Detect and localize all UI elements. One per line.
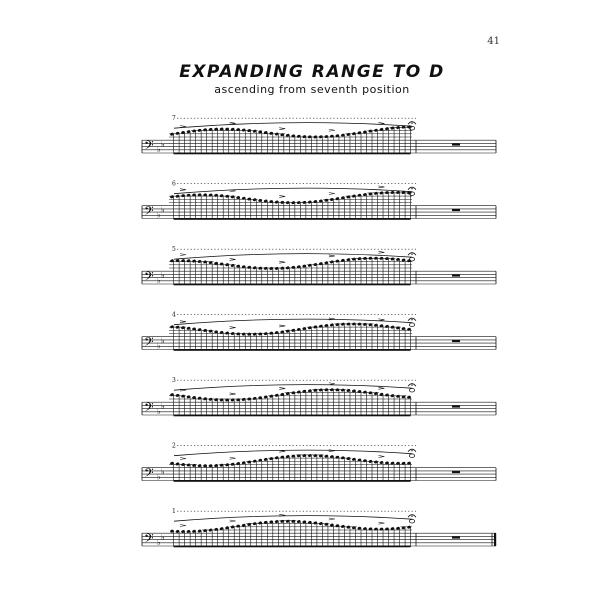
accent-mark xyxy=(329,129,335,131)
accent-mark xyxy=(279,387,285,389)
accent-mark xyxy=(378,186,384,188)
bass-clef-icon: 𝄢 xyxy=(144,334,154,353)
accent-mark xyxy=(230,393,236,395)
music-notation xyxy=(124,22,500,582)
music-page xyxy=(124,22,500,582)
exercise-number: 7 xyxy=(172,115,176,123)
slur-arc xyxy=(174,123,412,129)
exercise-number: 5 xyxy=(172,246,176,254)
bass-clef-icon: 𝄢 xyxy=(144,531,154,549)
fermata-dot xyxy=(411,254,412,255)
bass-clef-icon: 𝄢 xyxy=(144,138,154,156)
flat-sign-icon: ♭ xyxy=(161,402,165,411)
staff-system xyxy=(142,246,496,287)
page-title: EXPANDING RANGE TO D xyxy=(179,62,445,82)
note-beam xyxy=(174,480,411,482)
bass-clef-icon: 𝄢 xyxy=(144,203,154,222)
flat-sign-icon: ♭ xyxy=(157,472,161,482)
slur-arc xyxy=(174,385,412,391)
note-beam xyxy=(174,349,411,351)
staff-system xyxy=(142,443,496,484)
exercise-number: 2 xyxy=(172,442,176,450)
flat-sign-icon: ♭ xyxy=(157,341,161,351)
accent-mark xyxy=(329,383,335,385)
note-beam xyxy=(174,284,411,286)
exercise-number: 6 xyxy=(172,180,176,188)
accent-mark xyxy=(180,458,186,460)
accent-mark xyxy=(230,327,236,329)
flat-sign-icon: ♭ xyxy=(157,406,161,416)
whole-rest-icon xyxy=(452,143,460,145)
accent-mark xyxy=(279,128,285,130)
whole-rest-icon xyxy=(452,471,460,473)
accent-mark xyxy=(230,520,236,522)
note-beam xyxy=(174,546,411,548)
exercise-number: 3 xyxy=(172,377,176,385)
flat-sign-icon: ♭ xyxy=(161,336,165,346)
flat-sign-icon: ♭ xyxy=(157,537,161,547)
fermata-dot xyxy=(411,450,412,451)
final-barline-thick xyxy=(494,533,496,546)
whole-note xyxy=(409,323,414,327)
accent-mark xyxy=(378,456,384,458)
flat-sign-icon: ♭ xyxy=(157,275,161,285)
flat-sign-icon: ♭ xyxy=(161,205,165,215)
flat-sign-icon: ♭ xyxy=(157,144,161,154)
staff-system xyxy=(142,377,496,418)
whole-rest-icon xyxy=(452,340,460,342)
flat-sign-icon: ♭ xyxy=(161,271,165,280)
accent-mark xyxy=(279,195,285,197)
exercise-number: 4 xyxy=(172,311,176,319)
accent-mark xyxy=(230,457,236,459)
page-number: 41 xyxy=(487,36,500,47)
accent-mark xyxy=(180,254,186,256)
accent-mark xyxy=(378,319,384,321)
bass-clef-icon: 𝄢 xyxy=(144,269,154,287)
staves-container xyxy=(124,22,500,582)
whole-note xyxy=(409,126,414,130)
flat-sign-icon: ♭ xyxy=(161,467,165,477)
fermata-dot xyxy=(411,385,412,386)
flat-sign-icon: ♭ xyxy=(161,140,165,149)
bass-clef-icon: 𝄢 xyxy=(144,465,154,484)
page-subtitle: ascending from seventh position xyxy=(214,83,410,96)
fermata-dot xyxy=(411,319,412,320)
whole-note xyxy=(409,454,414,458)
accent-mark xyxy=(279,261,285,263)
accent-mark xyxy=(329,255,335,257)
whole-rest-icon xyxy=(452,274,460,276)
staff-system xyxy=(142,181,496,222)
exercise-number: 1 xyxy=(172,508,176,516)
note-beam xyxy=(174,415,411,417)
fermata-dot xyxy=(411,123,412,124)
note-beam xyxy=(174,218,411,220)
staff-system xyxy=(142,312,496,353)
accent-mark xyxy=(329,193,335,195)
accent-mark xyxy=(180,525,186,527)
fermata-dot xyxy=(411,516,412,517)
accent-mark xyxy=(378,387,384,389)
bass-clef-icon: 𝄢 xyxy=(144,400,154,418)
note-beam xyxy=(174,153,411,155)
staff-system xyxy=(142,508,496,549)
whole-rest-icon xyxy=(452,536,460,538)
accent-mark xyxy=(279,325,285,327)
accent-mark xyxy=(378,522,384,524)
whole-note xyxy=(409,519,414,523)
flat-sign-icon: ♭ xyxy=(161,533,165,542)
accent-mark xyxy=(180,321,186,323)
whole-note xyxy=(409,388,414,392)
accent-mark xyxy=(378,251,384,253)
staff-system xyxy=(142,115,496,156)
accent-mark xyxy=(230,258,236,260)
whole-rest-icon xyxy=(452,209,460,211)
flat-sign-icon: ♭ xyxy=(157,210,161,220)
whole-note xyxy=(409,257,414,261)
fermata-dot xyxy=(411,188,412,189)
whole-rest-icon xyxy=(452,405,460,407)
accent-mark xyxy=(329,518,335,520)
accent-mark xyxy=(180,189,186,191)
